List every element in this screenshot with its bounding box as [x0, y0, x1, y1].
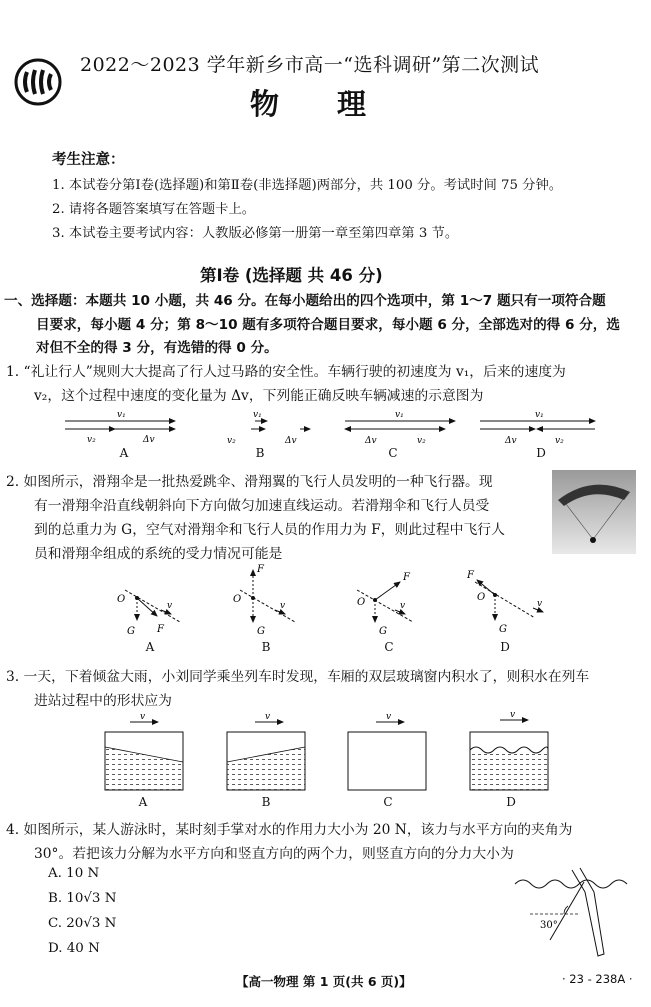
question-4-line: 4. 如图所示，某人游泳时，某时刻手掌对水的作用力大小为 20 N，该力与水平方向的夹角为 — [6, 822, 573, 838]
notice-item: 3. 本试卷主要考试内容：人教版必修第一册第一章至第四章第 3 节。 — [52, 226, 459, 241]
v1-label: v₁ — [117, 410, 126, 420]
question-3-line: 进站过程中的形状应为 — [34, 693, 172, 709]
gravity-label: G — [127, 626, 135, 637]
paper-code: · 23 - 238A · — [562, 972, 633, 986]
q1-figure-c — [345, 410, 455, 446]
option-d[interactable]: D. 40 N — [48, 941, 100, 956]
option-label: C — [383, 795, 393, 809]
question-3-figures — [100, 712, 560, 794]
velocity-label: v — [140, 712, 146, 722]
question-2-line: 2. 如图所示，滑翔伞是一批热爱跳伞、滑翔翼的飞行人员发明的一种飞行器。现 — [6, 474, 493, 490]
notice-item: 1. 本试卷分第Ⅰ卷(选择题)和第Ⅱ卷(非选择题)两部分，共 100 分。考试时间 75 分钟。 — [52, 178, 563, 193]
option-a[interactable]: A. 10 N — [48, 866, 100, 881]
q1-figure-b — [227, 410, 310, 446]
option-label: B — [261, 795, 271, 809]
q3-window-d — [470, 712, 548, 790]
option-c[interactable]: C. 20√3 N — [48, 916, 117, 931]
gravity-label: G — [499, 624, 507, 635]
dv-label: Δv — [505, 436, 517, 446]
q2-figure-c — [357, 572, 413, 637]
question-4-line: 30°。若把该力分解为水平方向和竖直方向的两个力，则竖直方向的分力大小为 — [34, 846, 514, 862]
section-title: 第Ⅰ卷 (选择题 共 46 分) — [200, 266, 383, 285]
option-label: A — [138, 795, 148, 809]
velocity-label: v — [400, 601, 406, 611]
force-label: F — [157, 624, 164, 635]
velocity-label: v — [280, 601, 286, 611]
origin-label: O — [233, 594, 242, 605]
q1-figure-a — [65, 410, 175, 445]
option-label: A — [119, 446, 129, 460]
question-2-line: 到的总重力为 G，空气对滑翔伞和飞行人员的作用力为 F，则此过程中飞行人 — [34, 522, 505, 538]
q3-window-c — [348, 712, 426, 790]
subject-title: 物理 — [250, 87, 425, 121]
force-label: F — [257, 564, 264, 575]
v2-label: v₂ — [87, 435, 96, 445]
v2-label: v₂ — [555, 436, 564, 446]
angle-label: 30° — [540, 920, 558, 931]
page-footer: 【高一物理 第 1 页(共 6 页)】 — [236, 974, 412, 989]
q2-figure-a — [117, 590, 180, 637]
exam-logo-icon — [14, 58, 62, 106]
q1-figure-d — [480, 410, 595, 446]
dv-label: Δv — [143, 435, 155, 445]
force-label: F — [403, 572, 410, 583]
notice-heading: 考生注意： — [52, 152, 125, 168]
velocity-label: v — [167, 601, 173, 611]
v2-label: v₂ — [227, 436, 236, 446]
q2-figure-b — [233, 564, 295, 637]
option-label: D — [536, 446, 546, 460]
v2-label: v₂ — [417, 436, 426, 446]
question-2-figures — [95, 560, 575, 640]
v1-label: v₁ — [535, 410, 544, 420]
instruction-line: 对但不全的得 3 分，有选错的得 0 分。 — [36, 340, 278, 356]
question-1-line: 1. “礼让行人”规则大大提高了行人过马路的安全性。车辆行驶的初速度为 v₁，后来的速度为 — [6, 364, 566, 380]
origin-label: O — [357, 597, 366, 608]
option-b[interactable]: B. 10√3 N — [48, 891, 117, 906]
instruction-line: 一、选择题：本题共 10 小题，共 46 分。在每小题给出的四个选项中，第 1～7 题只有一项符合题 — [4, 293, 606, 309]
q2-figure-d — [466, 570, 543, 635]
question-1-line: v₂，这个过程中速度的变化量为 Δv，下列能正确反映车辆减速的示意图为 — [34, 388, 484, 404]
option-label: D — [500, 640, 510, 654]
dv-label: Δv — [285, 436, 297, 446]
exam-title: 2022～2023 学年新乡市高一“选科调研”第二次测试 — [80, 54, 540, 76]
q3-window-b — [227, 712, 305, 790]
option-label: B — [255, 446, 265, 460]
option-label: C — [384, 640, 394, 654]
question-2-line: 员和滑翔伞组成的系统的受力情况可能是 — [34, 546, 283, 562]
question-3-line: 3. 一天，下着倾盆大雨，小刘同学乘坐列车时发现，车厢的双层玻璃窗内积水了，则积水在列车 — [6, 669, 590, 685]
velocity-label: v — [386, 712, 392, 722]
instruction-line: 目要求，每小题 4 分；第 8～10 题有多项符合题目要求，每小题 6 分，全部选对的得 6 分，选 — [36, 316, 620, 333]
question-2-line: 有一滑翔伞沿直线朝斜向下方向做匀加速直线运动。若滑翔伞和飞行人员受 — [34, 498, 490, 514]
dv-label: Δv — [365, 436, 377, 446]
gravity-label: G — [379, 626, 387, 637]
origin-label: O — [117, 594, 126, 605]
gravity-label: G — [257, 626, 265, 637]
paraglider-photo — [552, 470, 636, 554]
notice-item: 2. 请将各题答案填写在答题卡上。 — [52, 202, 256, 217]
section-instructions — [4, 290, 640, 361]
option-label: D — [506, 795, 516, 809]
v1-label: v₁ — [395, 410, 404, 420]
q3-window-a — [105, 712, 183, 790]
velocity-label: v — [510, 712, 516, 720]
option-label: A — [145, 640, 155, 654]
swimmer-hand-figure — [510, 862, 640, 962]
v1-label: v₁ — [253, 410, 262, 420]
velocity-label: v — [265, 712, 271, 722]
force-label: F — [467, 570, 474, 581]
option-label: B — [261, 640, 271, 654]
option-label: C — [388, 446, 398, 460]
origin-label: O — [477, 592, 486, 603]
velocity-label: v — [537, 599, 543, 609]
